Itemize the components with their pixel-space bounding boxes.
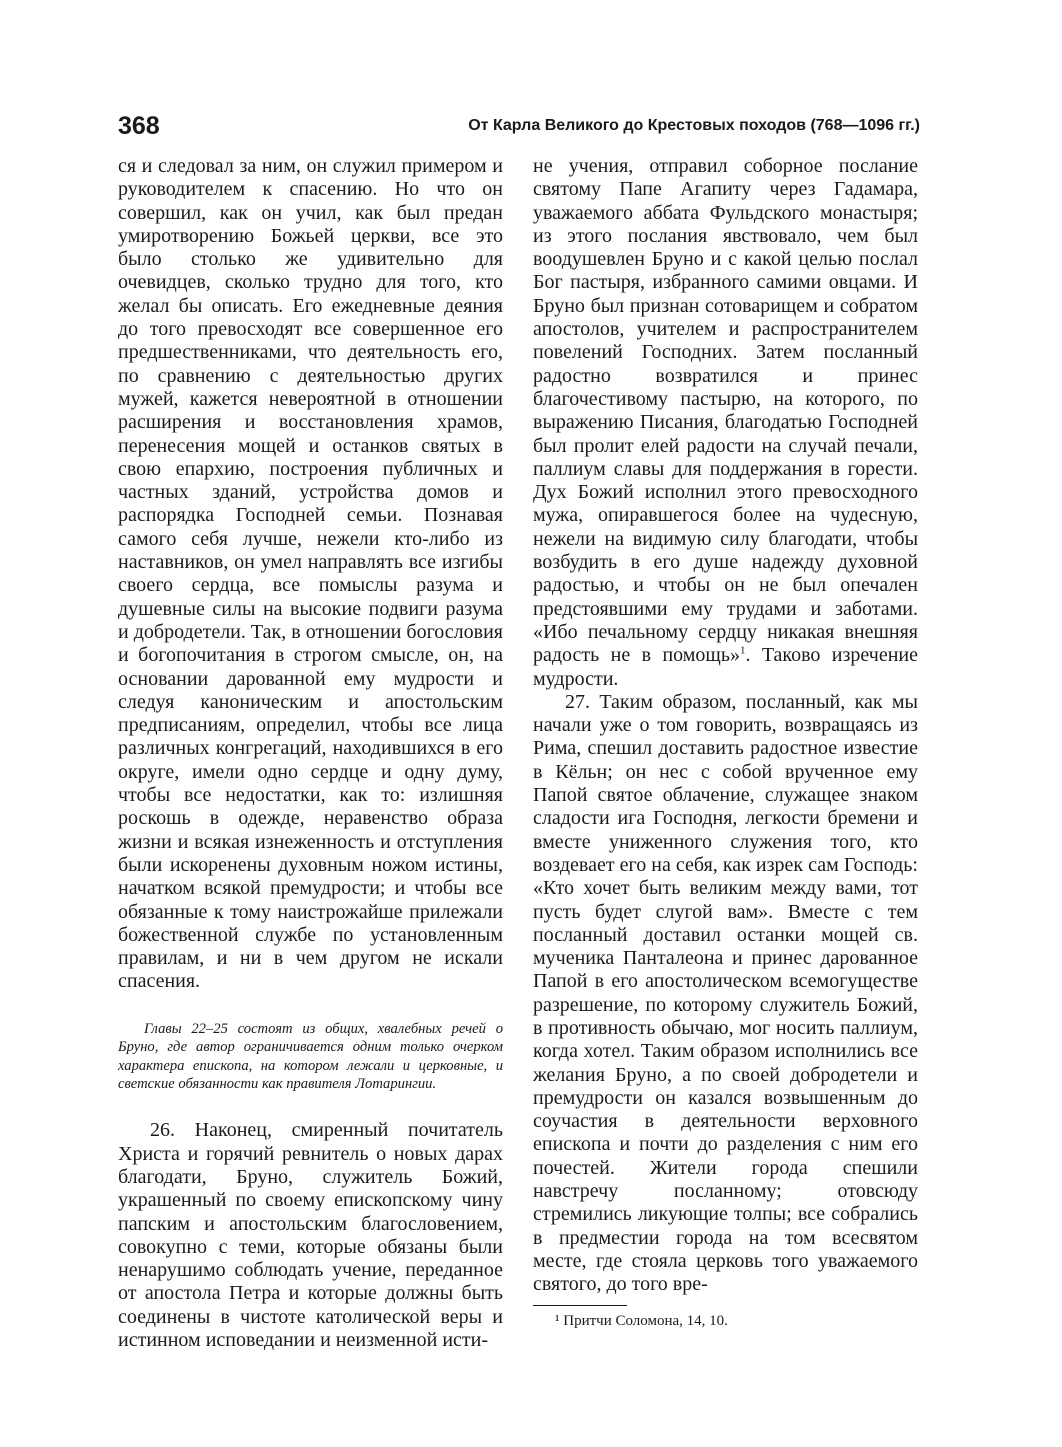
chapter-summary: Главы 22–25 состоят из общих, хвалебных речей о Бруно, где автор ограничивается одним только очерком характера епископа, на котором лежали и церковные, и светские обязанности как правителя Лотарингии. [118,1020,503,1092]
page-header [118,112,920,152]
paragraph-26: 26. Наконец, смиренный почитатель Христа и горячий ревнитель о новых дарах благодати, Бруно, служитель Божий, украшенный по своему епископскому чину папским и апостольским благословением, совокупно с теми, которые обязаны были ненарушимо соблюдать учение, переданное от апостола Петра и которые должны быть соединены в чистоте католической веры и истинном исповедании и неизменной исти- [118,1119,503,1351]
paragraph-26-continued [533,155,918,691]
paragraph-continued: ся и следовал за ним, он служил примером и руководителем к спасению. Но что он совершил, как он учил, как был предан умиротворению Божьей церкви, все это было столько же удивительно для очевидцев, сколько трудно для того, кто желал бы описать. Его ежедневные деяния до того превосходят все совершенное его предшественниками, что деятельность его, по сравнению с деятельностью других мужей, кажется невероятной в отношении расширения и восстановления храмов, перенесения мощей и останков святых в свою епархию, построения публичных и частных зданий, устройства домов и распорядка Господней семьи. Познавая самого себя лучше, нежели кто-либо из наставников, он умел направлять все изгибы своего сердца, все помыслы разума и душевные силы на высокие подвиги разума и добродетели. Так, в отношении богословия и богопочитания в строгом смысле, он, на основании дарованной ему мудрости и следуя каноническим и апостольским предписаниям, определил, чтобы все лица различных конгрегаций, находившихся в его округе, имели одно сердце и одну думу, чтобы все недостатки, как то: излишняя роскошь в одежде, неравенство образа жизни и всякая изнеженность и отступления были искоренены духовным ножом истины, начатком всякой премудрости; и чтобы все обязанные к тому наистрожайше прилежали божественной службе по установленным правилам, и ни в чем другом не искали спасения. [118,155,503,993]
footnote-marker: 1 [739,644,746,657]
page-number: 368 [118,112,160,140]
right-column [533,155,918,1330]
running-title: От Карла Великого до Крестовых походов (768—1096 гг.) [468,117,920,134]
left-column [118,155,503,1352]
paragraph-text-end: . Таково изречение мудрости. [533,644,918,690]
footnote-rule [533,1305,627,1306]
footnote: ¹ Притчи Соломона, 14, 10. [555,1312,728,1329]
paragraph-27: 27. Таким образом, посланный, как мы начали уже о том говорить, возвращаясь из Рима, спешил доставить радостное известие в Кёльн; он нес с собой врученное ему Папой святое облачение, служащее знаком сладости ига Господня, легкости бремени и вместе униженного служения того, кто воздевает его на себя, как изрек сам Господь: «Кто хочет быть великим между вами, тот пусть будет слугой вам». Вместе с тем посланный доставил останки мощей св. мученика Панталеона и принес дарованное Папой в его апостолическом всемогуществе разрешение, по которому служитель Божий, в противность обычаю, мог носить паллиум, когда хотел. Таким образом исполнились все желания Бруно, а по своей добродетели и премудрости он казался возвышенным до соучастия в деятельности верховного епископа и почти до разделения с ним его почестей. Жители города спешили навстречу посланному; отовсюду стремились ликующие толпы; все собрались в предместии города на том всесвятом месте, где стояла церковь того уважаемого святого, до того вре- [533,690,918,1296]
paragraph-text: не учения, отправил соборное послание святому Папе Агапиту через Гадамара, уважаемого аббата Фульдского монастыря; из этого послания явствовало, чем был воодушевлен Бруно и с какой целью послал Бог пастыря, избранного самими овцами. И Бруно был признан сотоварищем и собратом апостолов, учителем и распространителем повелений Господних. Затем посланный радостно возвратился и принес благочестивому пастырю, на которого, по выражению Писания, благодатью Господней был пролит елей радости на случай печали, паллиум славы для поддержания в горести. Дух Божий исполнил этого превосходного мужа, опиравшегося более на чудесную, нежели на видимую силу благодати, чтобы возбудить в его душе надежду духовной радостью, и чтобы он не был опечален предстоявшими ему трудами и заботами. «Ибо печальному сердцу никакая внешняя радость не в помощь» [533,155,918,667]
